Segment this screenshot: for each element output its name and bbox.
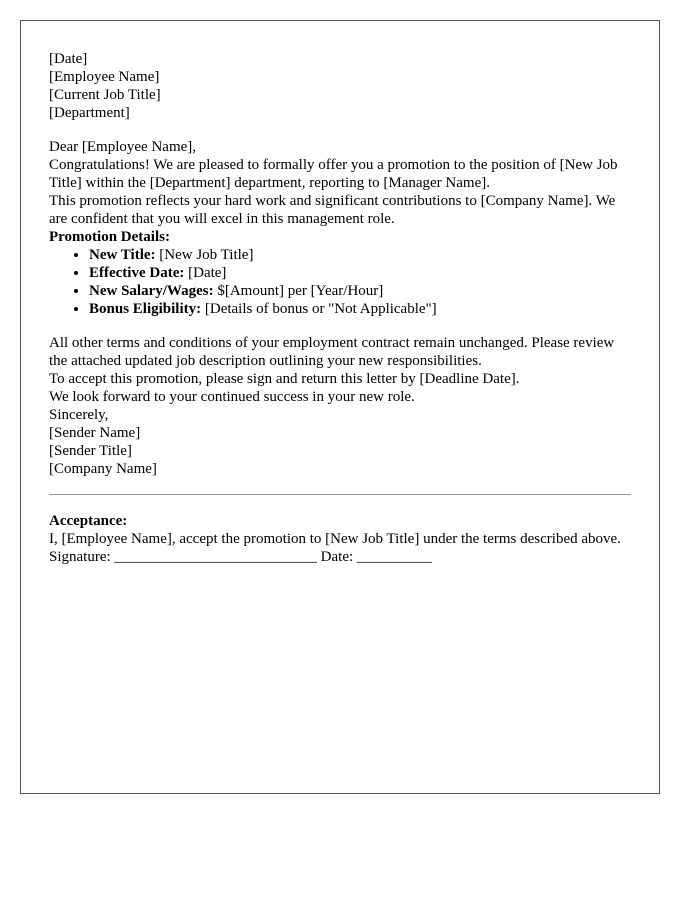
acceptance-heading: Acceptance: — [49, 513, 128, 529]
detail-value: [Date] — [184, 265, 227, 281]
terms-paragraph: All other terms and conditions of your employment contract remain unchanged. Please review the attached updated job description outlining your new responsibilities. — [49, 335, 615, 369]
detail-item — [89, 282, 631, 300]
sender-name: [Sender Name] — [49, 425, 141, 441]
letter-date: [Date] — [49, 51, 88, 67]
recipient-department: [Department] — [49, 105, 130, 121]
acceptance-paragraph: I, [Employee Name], accept the promotion to [New Job Title] under the terms described above. — [49, 531, 621, 547]
deadline-paragraph: To accept this promotion, please sign and return this letter by [Deadline Date]. — [49, 371, 520, 387]
recipient-block — [49, 68, 631, 122]
closing-wish-paragraph: We look forward to your continued success in your new role. — [49, 389, 415, 405]
detail-term: New Salary/Wages: — [89, 283, 214, 299]
salutation: Dear [Employee Name], — [49, 139, 197, 155]
offer-paragraph: Congratulations! We are pleased to formally offer you a promotion to the position of [New Job Title] within the [Department] department, reporting to [Manager Name]. — [49, 157, 618, 191]
recognition-paragraph: This promotion reflects your hard work and significant contributions to [Company Name]. We are confident that you will excel in this management role. — [49, 193, 616, 227]
sender-block — [49, 424, 631, 478]
detail-item — [89, 246, 631, 264]
promotion-details-heading: Promotion Details: — [49, 229, 170, 245]
detail-value: [New Job Title] — [155, 247, 254, 263]
recipient-title: [Current Job Title] — [49, 87, 161, 103]
promotion-details-list — [49, 246, 631, 318]
closing: Sincerely, — [49, 407, 109, 423]
recipient-name: [Employee Name] — [49, 69, 160, 85]
section-divider — [49, 494, 631, 495]
detail-item — [89, 300, 631, 318]
promotion-letter — [20, 20, 660, 794]
detail-item — [89, 264, 631, 282]
sender-company: [Company Name] — [49, 461, 157, 477]
detail-term: New Title: — [89, 247, 156, 263]
detail-term: Bonus Eligibility: — [89, 301, 202, 317]
detail-term: Effective Date: — [89, 265, 185, 281]
detail-value: $[Amount] per [Year/Hour] — [213, 283, 384, 299]
signature-date-line: Signature: ___________________________ Date: __________ — [49, 549, 432, 565]
detail-value: [Details of bonus or "Not Applicable"] — [201, 301, 437, 317]
sender-title: [Sender Title] — [49, 443, 132, 459]
